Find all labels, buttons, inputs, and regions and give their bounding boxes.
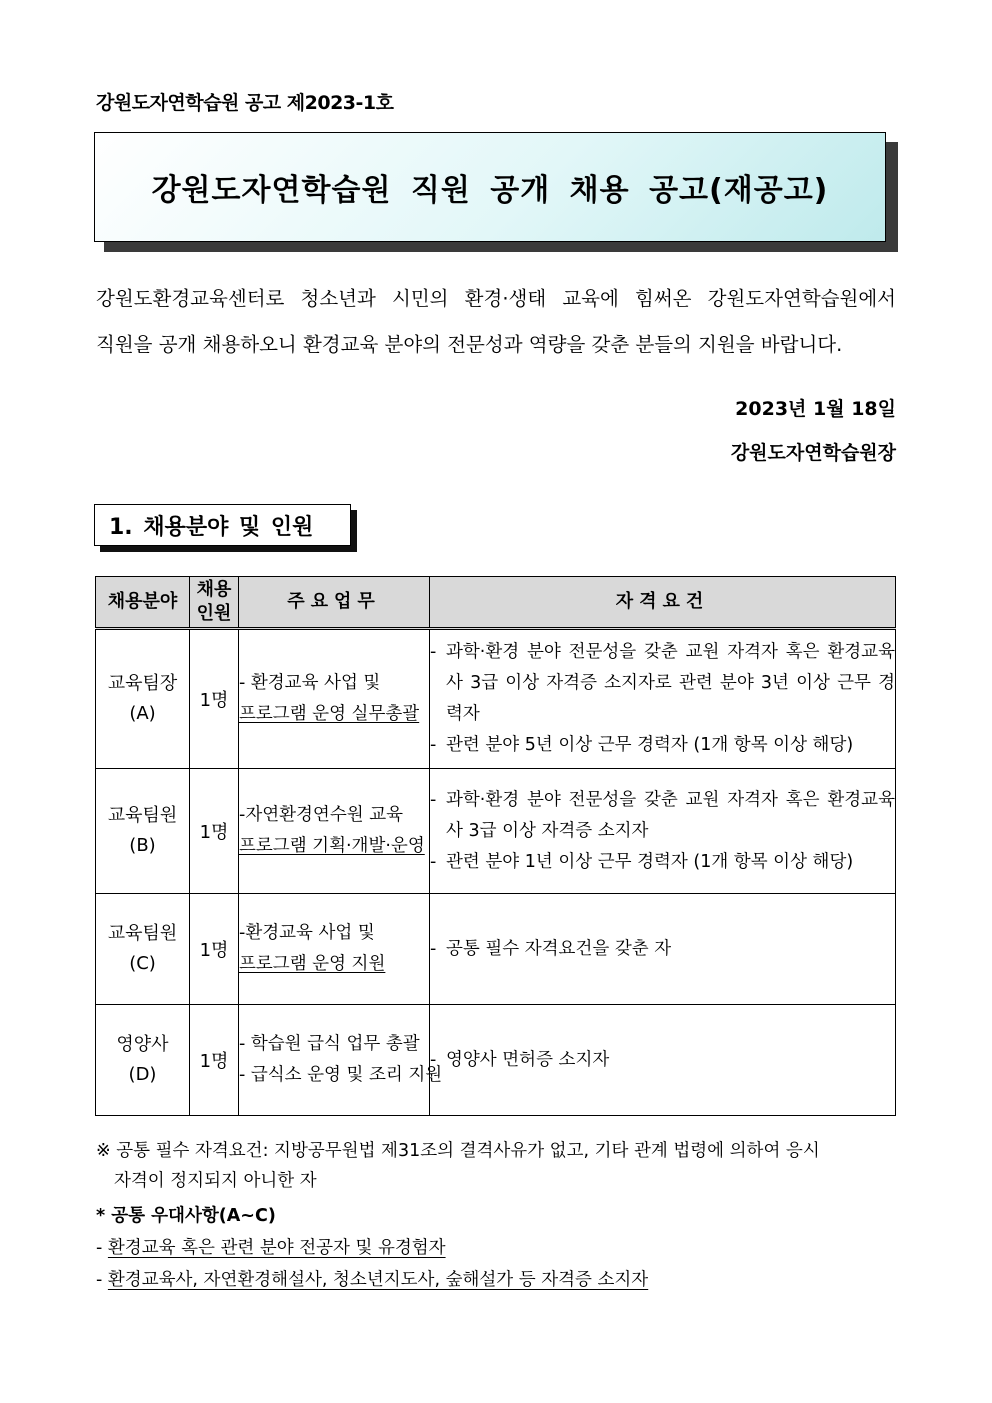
duty-line: - 환경교육 사업 및	[239, 673, 381, 693]
preference-text: 환경교육 혹은 관련 분야 전공자 및 유경험자	[107, 1238, 446, 1258]
requirement-cell	[430, 629, 896, 769]
duty-line: - 학습원 급식 업무 총괄	[239, 1034, 420, 1054]
table-row	[96, 629, 896, 769]
requirement-text: 관련 분야 1년 이상 근무 경력자 (1개 항목 이상 해당)	[446, 851, 854, 872]
header-duties: 주요업무	[239, 577, 430, 629]
requirement-item	[430, 847, 895, 878]
duty-cell	[239, 769, 430, 894]
field-code: (C)	[129, 953, 156, 974]
header-requirements: 자격요건	[430, 577, 896, 629]
header-field: 채용분야	[96, 577, 190, 629]
document-title: 강원도자연학습원 직원 공개 채용 공고(재공고)	[151, 173, 829, 208]
signer: 강원도자연학습원장	[730, 442, 896, 464]
duty-line: - 급식소 운영 및 조리 지원	[239, 1065, 443, 1085]
field-cell	[96, 629, 190, 769]
requirement-text: 영양사 면허증 소지자	[446, 1049, 610, 1070]
requirement-text: 과학·환경 분야 전문성을 갖춘 교원 자격자 혹은 환경교육사 3급 이상 자격증 소지자로 관련 분야 3년 이상 근무 경력자	[446, 642, 895, 724]
preference-item	[96, 1232, 896, 1264]
duty-cell	[239, 894, 430, 1005]
title-box	[94, 132, 886, 242]
requirement-dash: -	[430, 938, 437, 959]
notice-date: 2023년 1월 18일	[735, 398, 896, 420]
duty-line: 프로그램 운영 지원	[239, 954, 386, 974]
field-cell	[96, 1005, 190, 1116]
field-name: 교육팀원	[107, 805, 178, 826]
intro-paragraph	[96, 276, 896, 368]
requirement-item	[430, 785, 895, 847]
requirement-text: 관련 분야 5년 이상 근무 경력자 (1개 항목 이상 해당)	[446, 735, 854, 755]
count-cell: 1명	[190, 894, 239, 1005]
count-cell: 1명	[190, 769, 239, 894]
preference-item	[96, 1264, 896, 1296]
common-requirement-line2: 자격이 정지되지 아니한 자	[114, 1171, 317, 1191]
field-code: (A)	[129, 703, 156, 724]
duty-line: -자연환경연수원 교육	[239, 805, 404, 825]
duty-line: -환경교육 사업 및	[239, 923, 375, 943]
preference-heading: * 공통 우대사항(A~C)	[96, 1206, 276, 1226]
header-count-line1: 채용	[196, 579, 232, 600]
table-header-row	[96, 577, 896, 629]
section-1-title: 1. 채용분야 및 인원	[109, 514, 314, 540]
requirement-dash: -	[430, 642, 437, 662]
field-name: 교육팀장	[107, 673, 178, 694]
requirement-cell	[430, 894, 896, 1005]
requirement-item	[430, 934, 895, 965]
duty-line: 프로그램 기획·개발·운영	[239, 836, 425, 856]
count-cell: 1명	[190, 1005, 239, 1116]
section-title-box	[94, 504, 351, 546]
notes-section	[96, 1136, 896, 1296]
table-row	[96, 1005, 896, 1116]
common-requirement-note	[96, 1136, 896, 1196]
duty-line: 프로그램 운영 실무총괄	[239, 704, 420, 724]
count-cell: 1명	[190, 629, 239, 769]
requirement-item	[430, 637, 895, 730]
duty-cell	[239, 1005, 443, 1116]
field-name: 영양사	[116, 1034, 169, 1055]
requirement-cell	[430, 1005, 896, 1116]
preference-dash: -	[96, 1238, 103, 1258]
requirement-cell	[430, 769, 896, 894]
requirement-dash: -	[430, 789, 437, 810]
common-requirement-line1: ※ 공통 필수 자격요건: 지방공무원법 제31조의 결격사유가 없고, 기타 관계 법령에 의하여 응시	[96, 1141, 820, 1161]
field-code: (B)	[129, 835, 156, 856]
table-row	[96, 894, 896, 1005]
header-count-line2: 인원	[196, 603, 232, 624]
field-code: (D)	[128, 1064, 157, 1085]
preference-text: 환경교육사, 자연환경해설사, 청소년지도사, 숲해설가 등 자격증 소지자	[107, 1270, 649, 1290]
requirement-text: 공통 필수 자격요건을 갖춘 자	[446, 938, 672, 959]
intro-line-1: 강원도환경교육센터로 청소년과 시민의 환경·생태 교육에 힘써온 강원도자연학습원에서	[96, 287, 896, 310]
duty-cell	[239, 629, 430, 769]
preference-dash: -	[96, 1270, 103, 1290]
requirement-item	[430, 730, 895, 761]
intro-line-2: 직원을 공개 채용하오니 환경교육 분야의 전문성과 역량을 갖춘 분들의 지원을 바랍니다.	[96, 333, 843, 356]
recruitment-table	[95, 576, 896, 1116]
field-cell	[96, 769, 190, 894]
requirement-item	[430, 1045, 895, 1076]
field-name: 교육팀원	[107, 923, 178, 944]
requirement-dash: -	[430, 735, 437, 755]
requirement-text: 과학·환경 분야 전문성을 갖춘 교원 자격자 혹은 환경교육사 3급 이상 자격증 소지자	[446, 789, 895, 841]
table-row	[96, 769, 896, 894]
requirement-dash: -	[430, 851, 437, 872]
header-count	[190, 577, 239, 629]
requirement-dash: -	[430, 1049, 437, 1070]
notice-number: 강원도자연학습원 공고 제2023-1호	[96, 92, 394, 114]
field-cell	[96, 894, 190, 1005]
